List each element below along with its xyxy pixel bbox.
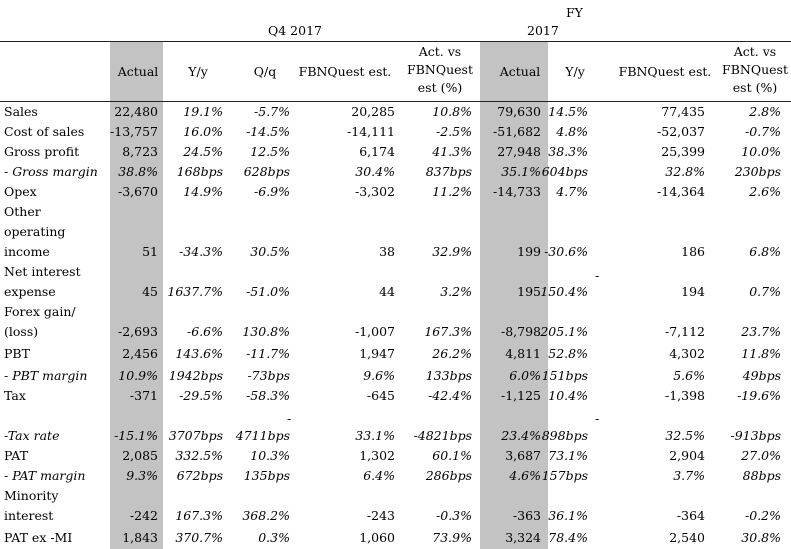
table-cell: 230bps — [734, 164, 781, 179]
column-header: Actual — [117, 64, 159, 79]
table-cell: 27.0% — [741, 448, 781, 463]
table-cell: 2,904 — [669, 448, 705, 463]
column-header: Y/y — [565, 64, 585, 79]
row-label: -Tax rate — [4, 428, 60, 443]
row-label: Cost of sales — [4, 124, 85, 139]
table-cell: 33.1% — [355, 428, 395, 443]
table-cell: 0.7% — [749, 284, 781, 299]
table-cell: 6.0% — [509, 368, 541, 383]
table-cell: 32.8% — [665, 164, 705, 179]
column-header: FBNQuest — [722, 62, 788, 77]
table-cell: 1,843 — [122, 530, 158, 545]
table-cell: 19.1% — [183, 104, 223, 119]
row-label: income — [4, 244, 50, 259]
table-cell: 52.8% — [548, 346, 588, 361]
table-cell: 150.4% — [540, 284, 588, 299]
column-header: est (%) — [732, 80, 778, 95]
table-cell: 36.1% — [548, 508, 588, 523]
table-cell: -242 — [129, 508, 158, 523]
table-cell: -2.5% — [436, 124, 472, 139]
table-cell: -3,302 — [354, 184, 395, 199]
table-cell: 38 — [379, 244, 395, 259]
table-cell: -15.1% — [114, 428, 158, 443]
column-header: FBNQuest est. — [618, 64, 712, 79]
table-cell: 168bps — [176, 164, 223, 179]
row-label: Opex — [4, 184, 37, 199]
table-cell: 23.7% — [741, 324, 781, 339]
table-cell: 11.2% — [432, 184, 472, 199]
table-cell: -4821bps — [413, 428, 472, 443]
table-cell: -0.2% — [745, 508, 781, 523]
table-cell: 167.3% — [424, 324, 472, 339]
table-cell: -1,398 — [664, 388, 705, 403]
table-cell: 30.8% — [741, 530, 781, 545]
table-cell: -52,037 — [657, 124, 705, 139]
table-cell: 27,948 — [497, 144, 541, 159]
table-cell: 9.6% — [363, 368, 395, 383]
table-cell: 1942bps — [168, 368, 223, 383]
table-cell: 2,540 — [669, 530, 705, 545]
table-cell: -363 — [512, 508, 541, 523]
table-cell: 332.5% — [175, 448, 223, 463]
row-label: Other — [4, 204, 41, 219]
table-cell: 23.4% — [501, 428, 541, 443]
table-cell: 4.7% — [556, 184, 588, 199]
table-cell: -2,693 — [117, 324, 158, 339]
row-label: (loss) — [4, 324, 39, 339]
table-cell: -73bps — [247, 368, 290, 383]
table-cell: 1,060 — [359, 530, 395, 545]
table-cell: 1637.7% — [167, 284, 223, 299]
row-label: operating — [4, 224, 66, 239]
table-cell: 837bps — [425, 164, 472, 179]
table-cell: 133bps — [425, 368, 472, 383]
table-cell: 32.9% — [432, 244, 472, 259]
table-cell: 194 — [681, 284, 705, 299]
table-cell: 199 — [517, 244, 541, 259]
table-cell: 286bps — [425, 468, 472, 483]
table-cell: -29.5% — [179, 388, 223, 403]
table-cell: 157bps — [541, 468, 588, 483]
table-cell: -51,682 — [493, 124, 541, 139]
table-cell: 2.6% — [749, 184, 781, 199]
table-cell: 77,435 — [661, 104, 705, 119]
table-cell: 24.5% — [183, 144, 223, 159]
table-cell: -30.6% — [544, 244, 588, 259]
table-cell: 32.5% — [665, 428, 705, 443]
table-cell: 6,174 — [359, 144, 395, 159]
table-cell: 11.8% — [741, 346, 781, 361]
row-label: - Gross margin — [4, 164, 98, 179]
table-cell: -3,670 — [117, 184, 158, 199]
table-cell: 143.6% — [175, 346, 223, 361]
fy-group-title: FY — [566, 5, 583, 20]
table-cell: -11.7% — [246, 346, 290, 361]
row-label: - PBT margin — [4, 368, 88, 383]
table-cell: -6.6% — [187, 324, 223, 339]
table-cell: 25,399 — [661, 144, 705, 159]
table-cell: 14.5% — [548, 104, 588, 119]
table-cell: -14.5% — [246, 124, 290, 139]
table-cell: -14,111 — [347, 124, 395, 139]
row-label: PAT ex -MI — [4, 530, 73, 545]
row-label: - PAT margin — [4, 468, 86, 483]
table-cell: 898bps — [541, 428, 588, 443]
table-cell: 167.3% — [175, 508, 223, 523]
table-cell: 16.0% — [183, 124, 223, 139]
table-cell: 205.1% — [540, 324, 588, 339]
table-cell: 20,285 — [351, 104, 395, 119]
table-cell: 10.9% — [118, 368, 158, 383]
header-bottom-rule — [0, 101, 791, 102]
table-cell: -5.7% — [254, 104, 290, 119]
table-cell: -14,364 — [657, 184, 705, 199]
table-cell: 604bps — [541, 164, 588, 179]
table-cell: 4.8% — [556, 124, 588, 139]
table-cell: 6.8% — [749, 244, 781, 259]
table-cell: 2.8% — [749, 104, 781, 119]
row-label: Tax — [4, 388, 26, 403]
table-cell: 368.2% — [242, 508, 290, 523]
table-cell: 22,480 — [114, 104, 158, 119]
column-header: Act. vs — [733, 44, 777, 59]
table-cell: 35.1% — [501, 164, 541, 179]
table-cell: 38.8% — [118, 164, 158, 179]
column-header: FBNQuest — [407, 62, 473, 77]
table-cell: 4,811 — [505, 346, 541, 361]
row-label: Forex gain/ — [4, 304, 76, 319]
table-cell: 88bps — [742, 468, 781, 483]
table-cell: 41.3% — [432, 144, 472, 159]
table-cell: -7,112 — [664, 324, 705, 339]
table-cell: -1,007 — [354, 324, 395, 339]
table-cell: 195 — [517, 284, 541, 299]
table-cell: 30.4% — [355, 164, 395, 179]
table-cell: 4,302 — [669, 346, 705, 361]
table-cell: 3707bps — [168, 428, 223, 443]
column-header: Act. vs — [418, 44, 462, 59]
table-cell: 3,687 — [505, 448, 541, 463]
table-cell: -8,798 — [500, 324, 541, 339]
table-cell: 1,302 — [359, 448, 395, 463]
table-cell: 78.4% — [548, 530, 588, 545]
table-cell: -34.3% — [179, 244, 223, 259]
table-cell: 45 — [142, 284, 158, 299]
table-cell: 4711bps — [235, 428, 290, 443]
table-cell: 10.4% — [548, 388, 588, 403]
table-cell: -371 — [129, 388, 158, 403]
stray-dash-mark: - — [287, 411, 292, 426]
table-cell: 370.7% — [175, 530, 223, 545]
table-cell: 73.1% — [548, 448, 588, 463]
table-cell: 0.3% — [258, 530, 290, 545]
q4-2017-group-title: Q4 2017 — [268, 23, 322, 38]
table-cell: 3,324 — [505, 530, 541, 545]
row-label: expense — [4, 284, 56, 299]
table-cell: 10.8% — [432, 104, 472, 119]
table-cell: 49bps — [742, 368, 781, 383]
table-cell: 3.7% — [673, 468, 705, 483]
table-cell: 186 — [681, 244, 705, 259]
row-label: PAT — [4, 448, 28, 463]
table-cell: 151bps — [541, 368, 588, 383]
table-cell: -19.6% — [737, 388, 781, 403]
row-label: Sales — [4, 104, 38, 119]
column-header: Q/q — [253, 64, 277, 79]
row-label: Net interest — [4, 264, 81, 279]
column-header: Y/y — [188, 64, 208, 79]
table-cell: 3.2% — [440, 284, 472, 299]
fy-2017-group-title: 2017 — [527, 23, 559, 38]
table-cell: -0.3% — [436, 508, 472, 523]
table-cell: 135bps — [243, 468, 290, 483]
table-cell: 44 — [379, 284, 395, 299]
table-cell: 10.0% — [741, 144, 781, 159]
table-cell: 4.6% — [509, 468, 541, 483]
row-label: interest — [4, 508, 54, 523]
table-cell: 6.4% — [363, 468, 395, 483]
table-cell: 1,947 — [359, 346, 395, 361]
table-cell: -0.7% — [745, 124, 781, 139]
table-cell: 38.3% — [548, 144, 588, 159]
header-top-rule — [0, 41, 791, 42]
table-cell: 2,085 — [122, 448, 158, 463]
table-cell: -14,733 — [493, 184, 541, 199]
table-cell: 26.2% — [432, 346, 472, 361]
table-cell: -243 — [366, 508, 395, 523]
column-header: est (%) — [417, 80, 463, 95]
table-cell: -1,125 — [500, 388, 541, 403]
column-header: FBNQuest est. — [298, 64, 392, 79]
row-label: Minority — [4, 488, 59, 503]
table-cell: 10.3% — [250, 448, 290, 463]
table-cell: -13,757 — [110, 124, 158, 139]
table-cell: 30.5% — [250, 244, 290, 259]
table-cell: 51 — [142, 244, 158, 259]
table-cell: -6.9% — [254, 184, 290, 199]
table-cell: -58.3% — [246, 388, 290, 403]
table-cell: -645 — [366, 388, 395, 403]
table-cell: -364 — [676, 508, 705, 523]
table-cell: -913bps — [730, 428, 781, 443]
table-cell: -51.0% — [246, 284, 290, 299]
table-cell: 60.1% — [432, 448, 472, 463]
table-cell: 73.9% — [432, 530, 472, 545]
row-label: Gross profit — [4, 144, 80, 159]
table-cell: 672bps — [176, 468, 223, 483]
stray-dash-mark: - — [595, 411, 600, 426]
table-cell: 8,723 — [122, 144, 158, 159]
table-cell: -42.4% — [428, 388, 472, 403]
table-cell: 79,630 — [497, 104, 541, 119]
column-header: Actual — [499, 64, 541, 79]
table-cell: 12.5% — [250, 144, 290, 159]
table-cell: 628bps — [243, 164, 290, 179]
stray-dash-mark: - — [595, 268, 600, 283]
row-label: PBT — [4, 346, 30, 361]
table-cell: 9.3% — [126, 468, 158, 483]
table-cell: 5.6% — [673, 368, 705, 383]
table-cell: 14.9% — [183, 184, 223, 199]
table-cell: 130.8% — [242, 324, 290, 339]
table-cell: 2,456 — [122, 346, 158, 361]
